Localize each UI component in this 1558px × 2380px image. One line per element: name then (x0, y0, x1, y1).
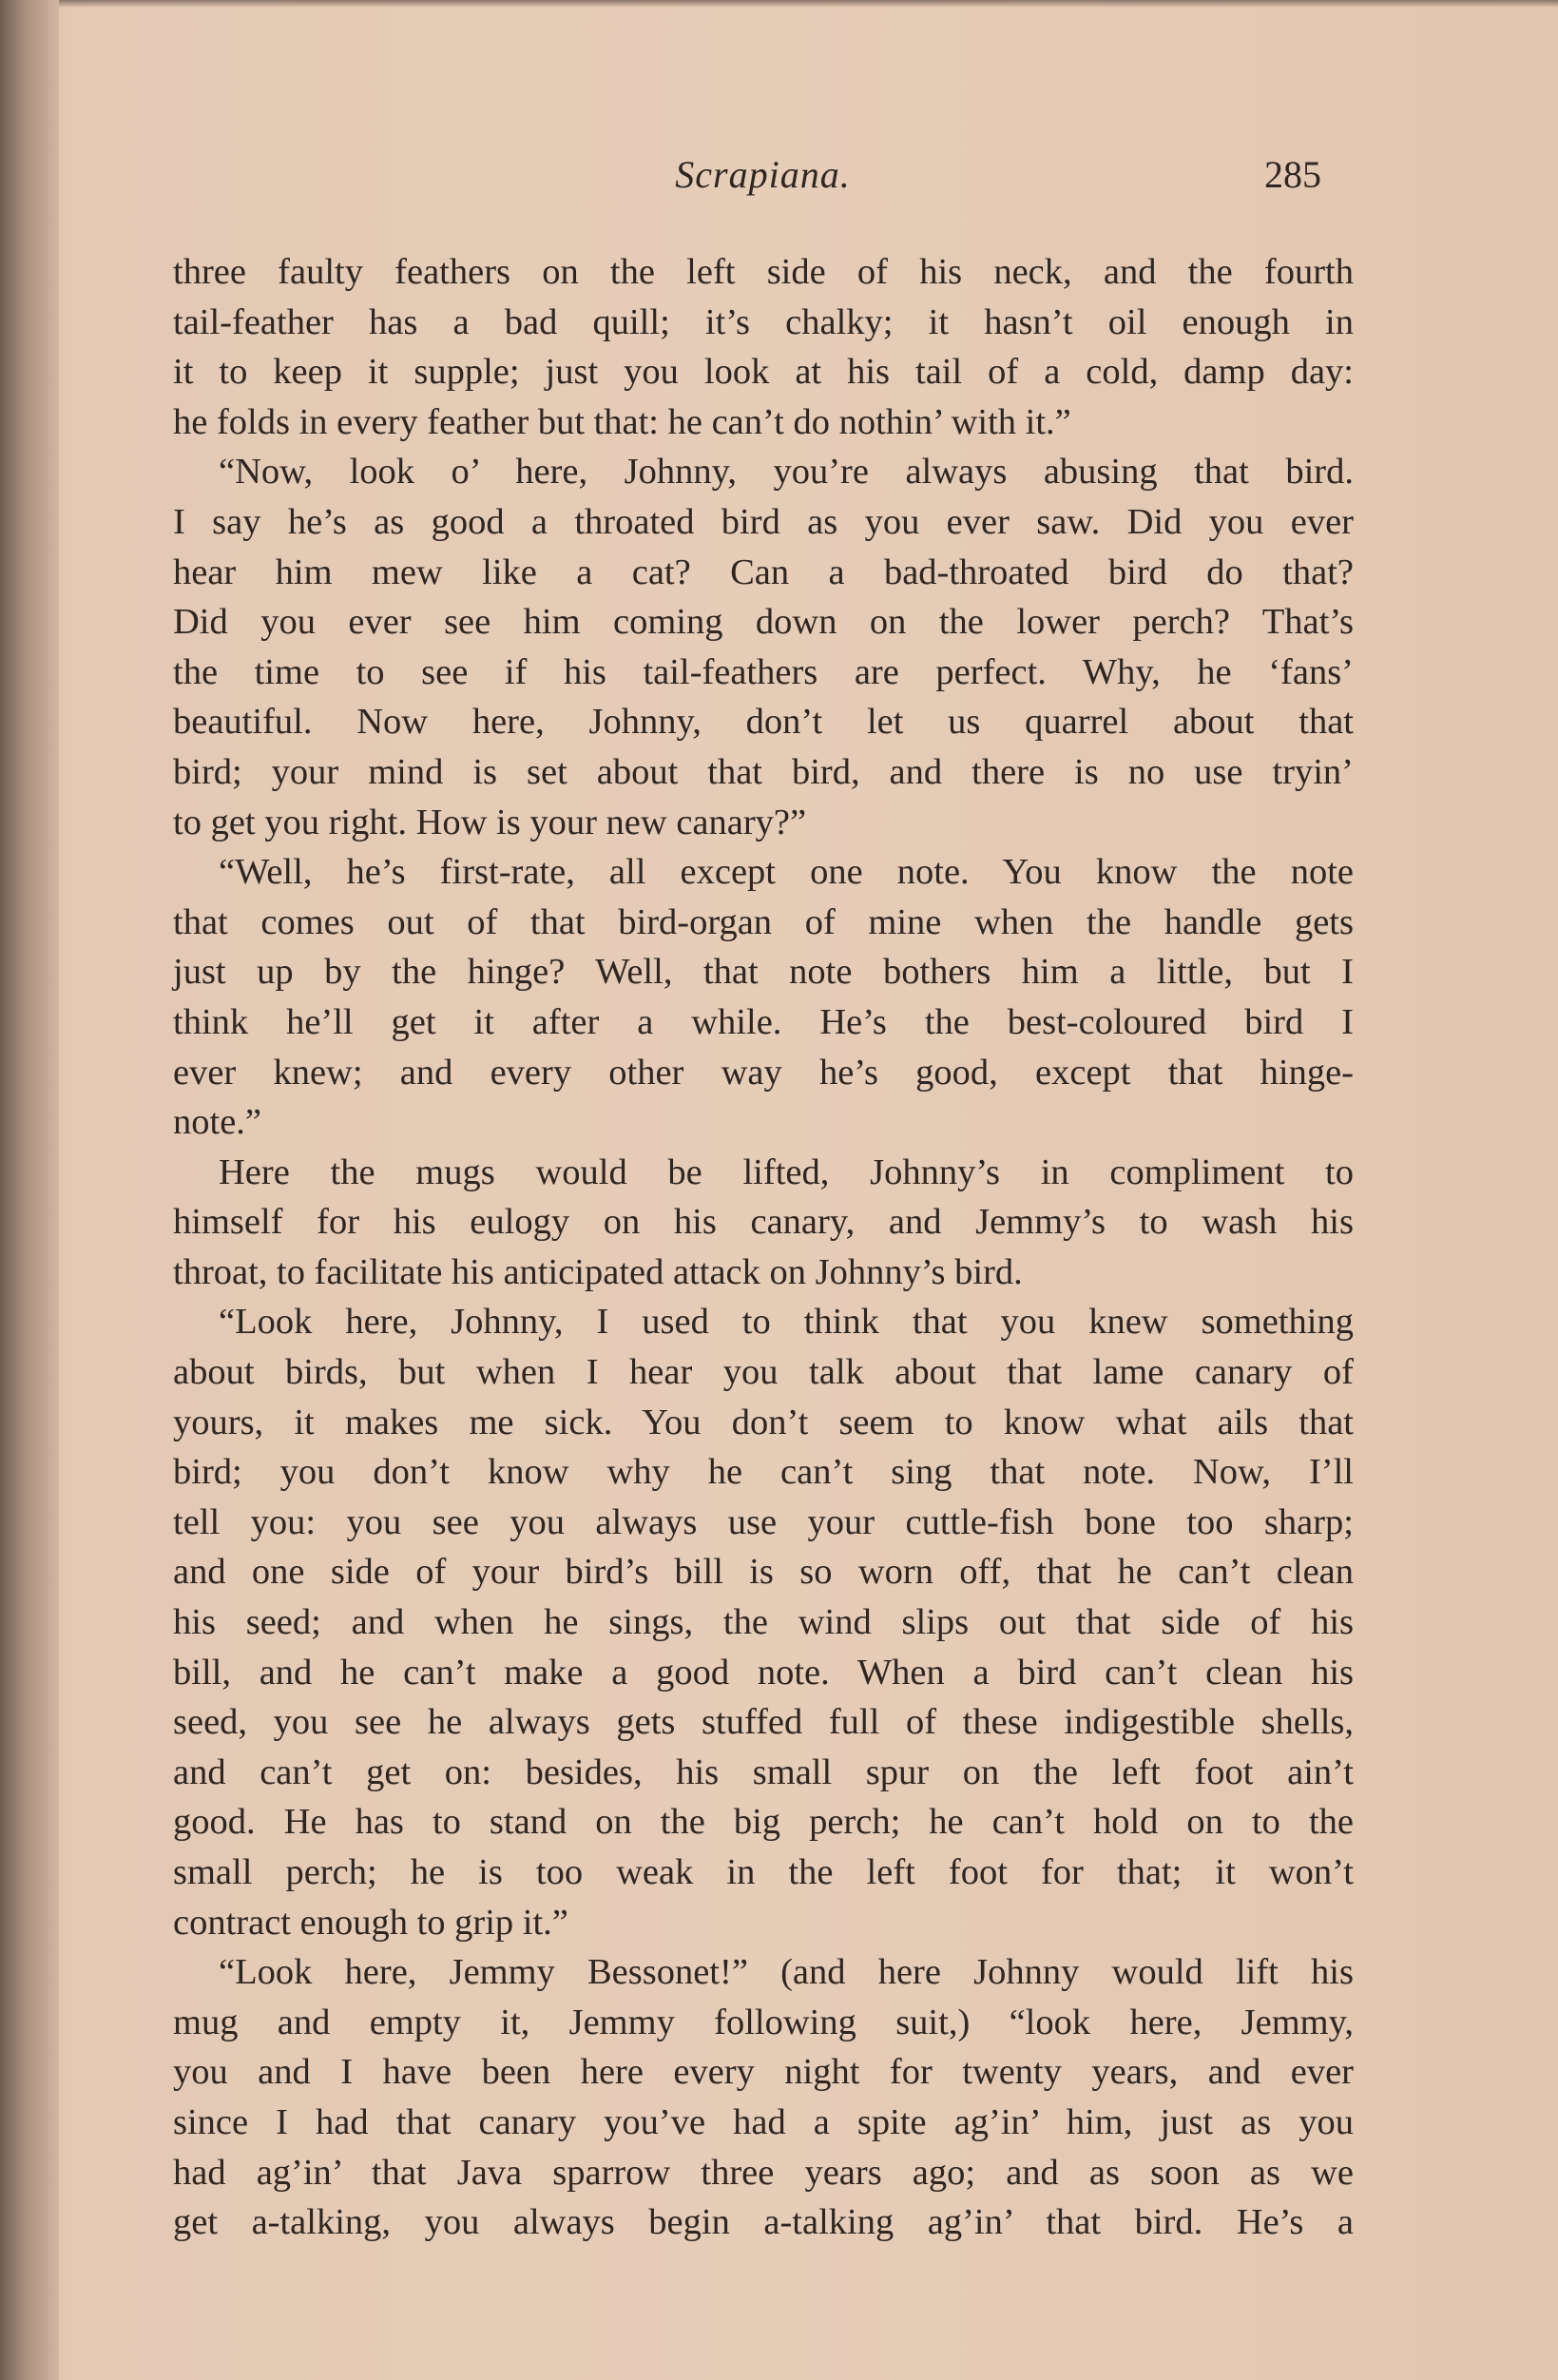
text-line: “Look here, Jemmy Bessonet!” (and here Johnny would lift his (219, 1952, 1354, 1993)
text-line: tail-feather has a bad quill; it’s chalky; it hasn’t oil enough in (173, 301, 1354, 342)
text-line: the time to see if his tail-feathers are perfect. Why, he ‘fans’ (173, 651, 1354, 692)
text-line: bird; your mind is set about that bird, and there is no use tryin’ (173, 751, 1354, 792)
text-line: he folds in every feather but that: he can’t do nothin’ with it.” (173, 401, 1071, 442)
text-line: had ag’in’ that Java sparrow three years ago; and as soon as we (173, 2152, 1354, 2193)
text-line: ever knew; and every other way he’s good, except that hinge- (173, 1052, 1354, 1093)
text-line: to get you right. How is your new canary?” (173, 802, 807, 842)
text-line: and can’t get on: besides, his small spur on the left foot ain’t (173, 1751, 1354, 1792)
running-title: Scrapiana. (675, 153, 851, 196)
text-line: and one side of your bird’s bill is so worn off, that he can’t clean (173, 1552, 1354, 1593)
text-line: “Now, look o’ here, Johnny, you’re always abusing that bird. (219, 452, 1354, 493)
text-line: himself for his eulogy on his canary, and Jemmy’s to wash his (173, 1202, 1354, 1243)
text-line: think he’ll get it after a while. He’s the best-coloured bird I (173, 1001, 1354, 1042)
text-line: beautiful. Now here, Johnny, don’t let us quarrel about that (173, 702, 1354, 743)
text-line: Did you ever see him coming down on the lower perch? That’s (173, 602, 1354, 643)
text-line: just up by the hinge? Well, that note bothers him a little, but I (173, 952, 1354, 993)
text-line: “Well, he’s first-rate, all except one note. You know the note (219, 852, 1354, 893)
text-line: contract enough to grip it.” (173, 1902, 568, 1943)
text-line: three faulty feathers on the left side of his neck, and the fourth (173, 252, 1354, 292)
text-line: you and I have been here every night for twenty years, and ever (173, 2052, 1354, 2093)
page-number: 285 (1264, 153, 1321, 196)
text-line: it to keep it supple; just you look at his tail of a cold, damp day: (173, 352, 1354, 393)
text-line: good. He has to stand on the big perch; he can’t hold on to the (173, 1802, 1354, 1843)
page-top-edge (59, 0, 1558, 8)
text-line: yours, it makes me sick. You don’t seem to know what ails that (173, 1402, 1354, 1442)
text-line: throat, to facilitate his anticipated attack on Johnny’s bird. (173, 1251, 1023, 1292)
text-line: since I had that canary you’ve had a spite ag’in’ him, just as you (173, 2101, 1354, 2142)
text-line: Here the mugs would be lifted, Johnny’s in compliment to (219, 1151, 1354, 1192)
text-line: bird; you don’t know why he can’t sing that note. Now, I’ll (173, 1452, 1354, 1493)
text-line: seed, you see he always gets stuffed full of these indigestible shells, (173, 1702, 1354, 1743)
text-line: bill, and he can’t make a good note. When a bird can’t clean his (173, 1652, 1354, 1693)
text-line: small perch; he is too weak in the left foot for that; it won’t (173, 1852, 1354, 1892)
book-spine (0, 0, 59, 2380)
text-line: mug and empty it, Jemmy following suit,) “look here, Jemmy, (173, 2002, 1354, 2042)
text-line: get a-talking, you always begin a-talking ag’in’ that bird. He’s a (173, 2202, 1354, 2243)
page-header (171, 152, 1355, 209)
text-line: I say he’s as good a throated bird as you ever saw. Did you ever (173, 501, 1354, 542)
text-line: hear him mew like a cat? Can a bad-throated bird do that? (173, 551, 1354, 592)
body-text (173, 247, 1354, 2248)
text-line: tell you: you see you always use your cuttle-fish bone too sharp; (173, 1501, 1354, 1542)
text-line: “Look here, Johnny, I used to think that you knew something (219, 1302, 1354, 1343)
text-line: about birds, but when I hear you talk about that lame canary of (173, 1352, 1354, 1393)
text-line: note.” (173, 1102, 261, 1143)
text-line: that comes out of that bird-organ of mine when the handle gets (173, 901, 1354, 942)
text-line: his seed; and when he sings, the wind slips out that side of his (173, 1602, 1354, 1643)
